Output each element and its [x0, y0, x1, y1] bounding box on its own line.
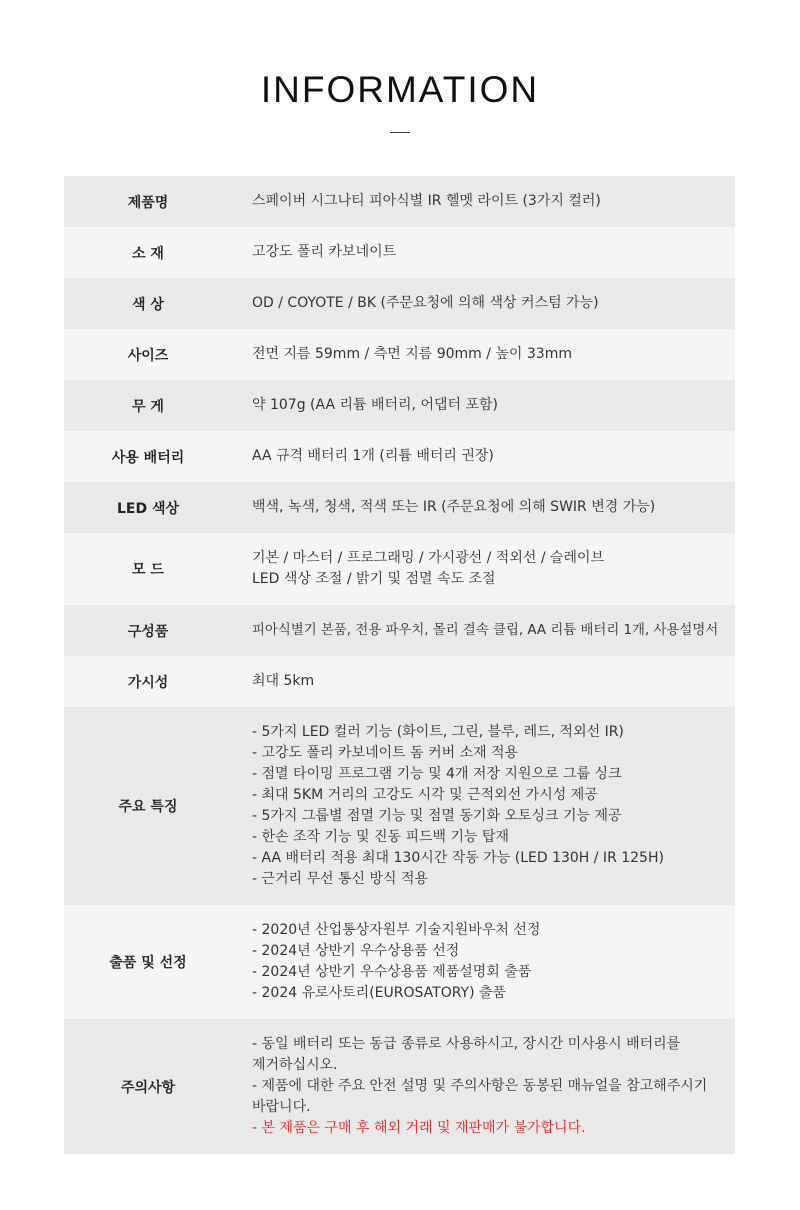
row-value	[232, 548, 735, 590]
value-line: - 2024년 상반기 우수상용품 선정	[252, 943, 460, 959]
row-label: 출품 및 선정	[109, 955, 187, 971]
row-key-features	[64, 707, 735, 905]
value-line: - 최대 5KM 거리의 고강도 시각 및 근적외선 가시성 제공	[252, 787, 598, 803]
value-line: - 2020년 산업통상자원부 기술지원바우처 선정	[252, 922, 541, 938]
value-line: 고강도 폴리 카보네이트	[252, 244, 397, 260]
row-cautions	[64, 1019, 735, 1154]
title-divider	[390, 132, 410, 133]
value-line: 기본 / 마스터 / 프로그래밍 / 가시광선 / 적외선 / 슬레이브	[252, 550, 605, 566]
value-line: - 2024년 상반기 우수상용품 제품설명회 출품	[252, 964, 532, 980]
value-line: - 5가지 그룹별 점멸 기능 및 점멸 동기화 오토싱크 기능 제공	[252, 808, 622, 824]
row-label: 주요 특징	[118, 799, 178, 815]
row-color	[64, 278, 735, 329]
value-line: 피아식별기 본품, 전용 파우치, 몰리 결속 클립, AA 리튬 배터리 1개, 사용설명서	[252, 623, 719, 638]
row-mode	[64, 533, 735, 605]
page-title: INFORMATION	[260, 69, 540, 110]
value-line: OD / COYOTE / BK (주문요청에 의해 색상 커스텀 가능)	[252, 295, 599, 311]
row-value	[232, 242, 735, 263]
row-value	[232, 1034, 735, 1139]
row-value	[232, 344, 735, 365]
row-label: 무 게	[132, 398, 164, 415]
value-line: - 5가지 LED 컬러 기능 (화이트, 그린, 블루, 레드, 적외선 IR)	[252, 724, 624, 740]
value-line: - 2024 유로사토리(EUROSATORY) 출품	[252, 985, 507, 1001]
value-line: 백색, 녹색, 청색, 적색 또는 IR (주문요청에 의해 SWIR 변경 가능)	[252, 499, 656, 515]
value-line: 스페이버 시그나티 피아식별 IR 헬멧 라이트 (3가지 컬러)	[252, 193, 601, 209]
row-value	[232, 395, 735, 416]
value-line: LED 색상 조절 / 밝기 및 점멸 속도 조절	[252, 571, 496, 587]
row-value	[232, 497, 735, 518]
row-label: 제품명	[127, 194, 169, 211]
row-battery	[64, 431, 735, 482]
row-label: 사용 배터리	[111, 449, 185, 466]
row-value	[232, 722, 735, 890]
row-label: 주의사항	[120, 1079, 176, 1096]
row-label: 색 상	[132, 296, 164, 313]
row-value	[232, 920, 735, 1004]
row-size	[64, 329, 735, 380]
warning-text: - 본 제품은 구매 후 해외 거래 및 재판매가 불가합니다.	[252, 1120, 586, 1136]
value-line: AA 규격 배터리 1개 (리튬 배터리 권장)	[252, 448, 494, 464]
row-value	[232, 671, 735, 692]
row-value	[232, 620, 735, 641]
row-label: 소 재	[132, 245, 164, 262]
value-line: 전면 지름 59mm / 측면 지름 90mm / 높이 33mm	[252, 346, 572, 362]
row-label: 구성품	[127, 623, 169, 640]
value-line: - 제품에 대한 주요 안전 설명 및 주의사항은 동봉된 매뉴얼을 참고해주시기	[252, 1078, 708, 1094]
row-visibility	[64, 656, 735, 707]
value-line: 바랍니다.	[252, 1099, 311, 1115]
row-material	[64, 227, 735, 278]
row-value	[232, 293, 735, 314]
row-weight	[64, 380, 735, 431]
value-line: - 고강도 폴리 카보네이트 돔 커버 소재 적용	[252, 745, 519, 761]
row-label: 가시성	[127, 674, 169, 691]
row-components	[64, 605, 735, 656]
row-label: 모 드	[132, 562, 164, 578]
value-line: - AA 배터리 적용 최대 130시간 작동 가능 (LED 130H / IR 125H)	[252, 850, 664, 866]
information-table	[64, 176, 735, 1154]
row-label: LED 색상	[116, 500, 180, 517]
value-line: - 동일 배터리 또는 동급 종류로 사용하시고, 장시간 미사용시 배터리를	[252, 1036, 681, 1052]
row-value	[232, 191, 735, 212]
value-line: - 한손 조작 기능 및 진동 피드백 기능 탑재	[252, 829, 510, 845]
value-line: 최대 5km	[252, 673, 315, 689]
value-line: 제거하십시오.	[252, 1057, 338, 1073]
row-exhibitions	[64, 905, 735, 1019]
row-label: 사이즈	[127, 347, 169, 364]
page-header	[0, 0, 800, 110]
value-line: - 점멸 타이밍 프로그램 기능 및 4개 저장 지원으로 그룹 싱크	[252, 766, 622, 782]
value-line: - 근거리 무선 통신 방식 적용	[252, 871, 429, 887]
value-line: 약 107g (AA 리튬 배터리, 어댑터 포함)	[252, 397, 498, 413]
row-product-name	[64, 176, 735, 227]
row-value	[232, 446, 735, 467]
row-led-color	[64, 482, 735, 533]
